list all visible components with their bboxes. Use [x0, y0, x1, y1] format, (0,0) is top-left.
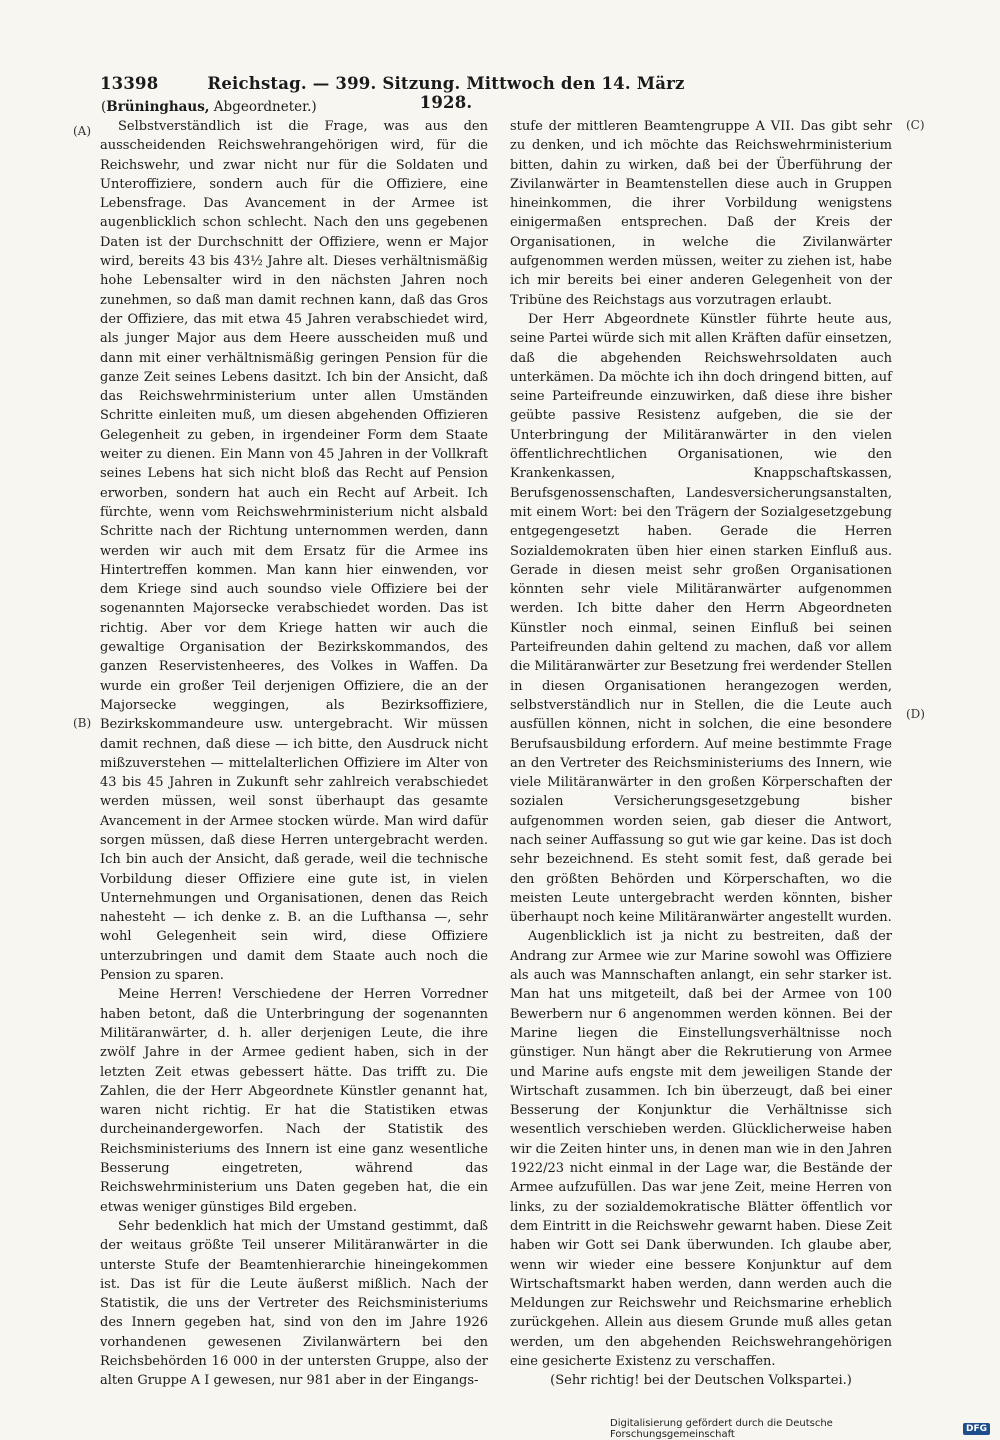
margin-marker-b: (B): [73, 716, 92, 730]
right-paragraph-3: Augenblicklich ist ja nicht zu bestreiten, daß der Andrang zur Armee wie zur Marine sowohl was Offiziere als auch was Mannschaften anlangt, ein sehr starker ist. Man hat uns mitgeteilt, daß bei der Armee von 100 Bewerbern nur 6 angenommen werden können. Bei der Marine liegen die Einstellungsverhältnisse noch günstiger. Nun hängt aber die Rekrutierung von Armee und Marine aufs engste mit dem jeweiligen Stande der Wirtschaft zusammen. Ich bin überzeugt, daß bei einer Besserung der Konjunktur die Verhältnisse sich wesentlich verschieben werden. Glücklicherweise haben wir die Zeiten hinter uns, in denen man wie in den Jahren 1922/23 nicht einmal in der Lage war, die Bestände der Armee aufzufüllen. Das war jene Zeit, meine Herren von links, zu der sozialdemokratische Blätter öffentlich vor dem Eintritt in die Reichswehr gewarnt haben. Diese Zeit haben wir Gott sei Dank überwunden. Ich glaube aber, wenn wir wieder eine bessere Konjunktur auf dem Wirtschaftsmarkt haben werden, dann werden auch die Meldungen zur Reichswehr und Reichsmarine erheblich zurückgehen. Allein aus diesem Grunde muß alles getan werden, um den abgehenden Reichswehrangehörigen eine gesicherte Existenz zu verschaffen.: [510, 929, 892, 1369]
right-column: [510, 117, 892, 1391]
speaker-line: [101, 99, 317, 115]
running-head: Reichstag. — 399. Sitzung. Mittwoch den 14. März 1928.: [207, 74, 685, 112]
left-paragraph-1: Selbstverständlich ist die Frage, was aus den ausscheidenden Reichswehrangehörigen wird, für die Reichswehr, und zwar nicht nur für die Soldaten und Unteroffiziere, sondern auch für die Offiziere, eine Lebensfrage. Das Avancement in der Armee ist augenblicklich schon schlecht. Nach den uns gegebenen Daten ist der Durchschnitt der Offiziere, wenn er Major wird, bereits 43 bis 43½ Jahre alt. Dieses verhältnismäßig hohe Lebensalter wird in den nächsten Jahren noch zunehmen, so daß man damit rechnen kann, daß das Gros der Offiziere, das mit etwa 45 Jahren verabschiedet wird, als junger Major aus dem Heere ausscheiden muß und dann mit einer verhältnismäßig geringen Pension für die ganze Zeit seines Lebens dasitzt. Ich bin der Ansicht, daß das Reichswehrministerium unter allen Umständen Schritte einleiten muß, um diesen abgehenden Offizieren Gelegenheit zu geben, in irgendeiner Form dem Staate weiter zu dienen. Ein Mann von 45 Jahren in der Vollkraft seines Lebens hat sich nicht bloß das Recht auf Pension erworben, sondern hat auch ein Recht auf Arbeit. Ich fürchte, wenn vom Reichswehrministerium nicht alsbald Schritte nach der Richtung unternommen werden, dann werden wir auch mit dem Ersatz für die Armee ins Hintertreffen kommen. Man kann hier einwenden, vor dem Kriege sind auch soundso viele Offiziere bei der sogenannten Majorsecke verabschiedet worden. Das ist richtig. Aber vor dem Kriege hatten wir auch die gewaltige Organisation der Bezirkskommandos, des ganzen Reservistenheeres, des Volkes in Waffen. Da wurde ein großer Teil derjenigen Offiziere, die an der Majorsecke weggingen, als Bezirksoffiziere, Bezirkskommandeure usw. untergebracht. Wir müssen damit rechnen, daß diese — ich bitte, den Ausdruck nicht mißzuverstehen — mittelalterlichen Offiziere im Alter von 43 bis 45 Jahren in Zukunft sehr zahlreich verabschiedet werden müssen, weil sonst überhaupt das gesamte Avancement in der Armee stocken würde. Man wird dafür sorgen müssen, daß diese Herren untergebracht werden. Ich bin auch der Ansicht, daß gerade, weil die technische Vorbildung dieser Offiziere eine gute ist, in vielen Unternehmungen und Organisationen, denen das Reich nahesteht — ich denke z. B. an die Lufthansa —, sehr wohl Gelegenheit sein wird, diese Offiziere unterzubringen und damit dem Staate auch noch die Pension zu sparen.: [100, 119, 488, 984]
right-paragraph-1: stufe der mittleren Beamtengruppe A VII. Das gibt sehr zu denken, und ich möchte das Reichswehrministerium bitten, dahin zu wirken, daß bei der Überführung der Zivilanwärter in Beamtenstellen diese auch in Gruppen hineinkommen, die ihrer Vorbildung wenigstens einigermaßen entsprechen. Daß der Kreis der Organisationen, in welche die Zivilanwärter aufgenommen werden müssen, weiter zu ziehen ist, habe ich mir bereits bei einer anderen Gelegenheit von der Tribüne des Reichstags aus vorzutragen erlaubt.: [510, 119, 892, 308]
page-number: 13398: [100, 74, 159, 93]
footer: [610, 1418, 990, 1440]
right-paragraph-2: Der Herr Abgeordnete Künstler führte heute aus, seine Partei würde sich mit allen Kräften dafür einsetzen, daß die abgehenden Reichswehrsoldaten auch unterkämen. Da möchte ich ihn doch dringend bitten, auf seine Parteifreunde einzuwirken, daß diese ihre bisher geübte passive Resistenz aufgeben, die sie der Unterbringung der Militäranwärter in den vielen öffentlichrechtlichen Organisationen, wie den Krankenkassen, Knappschaftskassen, Berufsgenossenschaften, Landesversicherungsanstalten, mit einem Wort: bei den Trägern der Sozialgesetzgebung entgegengesetzt haben. Gerade die Herren Sozialdemokraten üben hier einen starken Einfluß aus. Gerade in diesen meist sehr großen Organisationen könnten sehr viele Militäranwärter aufgenommen werden. Ich bitte daher den Herrn Abgeordneten Künstler noch einmal, seinen Einfluß bei seinen Parteifreunden dahin geltend zu machen, daß vor allem die Militäranwärter zur Besetzung frei werdender Stellen in diesen Organisationen herangezogen werden, selbstverständlich nur in Stellen, die die Leute auch ausfüllen können, nicht in solchen, die eine besondere Berufsausbildung erfordern. Auf meine bestimmte Frage an den Vertreter des Reichsministeriums des Innern, wie viele Militäranwärter in den großen Körperschaften der sozialen Versicherungsgesetzgebung bisher aufgenommen worden seien, gab dieser die Antwort, nach seiner Auffassung so gut wie gar keine. Das ist doch sehr bezeichnend. Es steht somit fest, daß gerade bei den größten Behörden und Körperschaften, wo die meisten Leute untergebracht werden könnten, bisher überhaupt noch keine Militäranwärter angestellt wurden.: [510, 311, 892, 926]
dfg-logo: DFG: [963, 1423, 990, 1435]
left-paragraph-2: Meine Herren! Verschiedene der Herren Vorredner haben betont, daß die Unterbringung der sogenannten Militäranwärter, d. h. aller derjenigen Leute, die ihre zwölf Jahre in der Armee gedient haben, sich in der letzten Zeit etwas gebessert hätte. Das trifft zu. Die Zahlen, die der Herr Abgeordnete Künstler genannt hat, waren nicht richtig. Er hat die Statistiken etwas durcheinandergeworfen. Nach der Statistik des Reichsministeriums des Innern ist eine ganz wesentliche Besserung eingetreten, während das Reichswehrministerium uns Daten gegeben hat, die ein etwas weniger günstiges Bild ergeben.: [100, 987, 488, 1215]
margin-marker-c: (C): [906, 118, 925, 132]
margin-marker-a: (A): [73, 124, 92, 138]
interjection: (Sehr richtig! bei der Deutschen Volkspartei.): [550, 1373, 852, 1389]
left-column: [100, 117, 488, 1391]
speaker-open-paren: (: [101, 99, 107, 115]
speaker-name: Brüninghaus,: [106, 99, 210, 115]
margin-marker-d: (D): [906, 707, 925, 721]
left-paragraph-3: Sehr bedenklich hat mich der Umstand gestimmt, daß der weitaus größte Teil unserer Militäranwärter in die unterste Stufe der Beamtenhierarchie hineingekommen ist. Das ist für die Leute äußerst mißlich. Nach der Statistik, die uns der Vertreter des Reichsministeriums des Innern gegeben hat, sind von den im Jahre 1926 vorhandenen gewesenen Zivilanwärtern bei den Reichsbehörden 16 000 in der untersten Gruppe, also der alten Gruppe A I gewesen, nur 981 aber in der Eingangs-: [100, 1218, 488, 1389]
footer-credit: Digitalisierung gefördert durch die Deutsche Forschungsgemeinschaft: [610, 1418, 833, 1440]
speaker-role: Abgeordneter.): [213, 99, 317, 115]
